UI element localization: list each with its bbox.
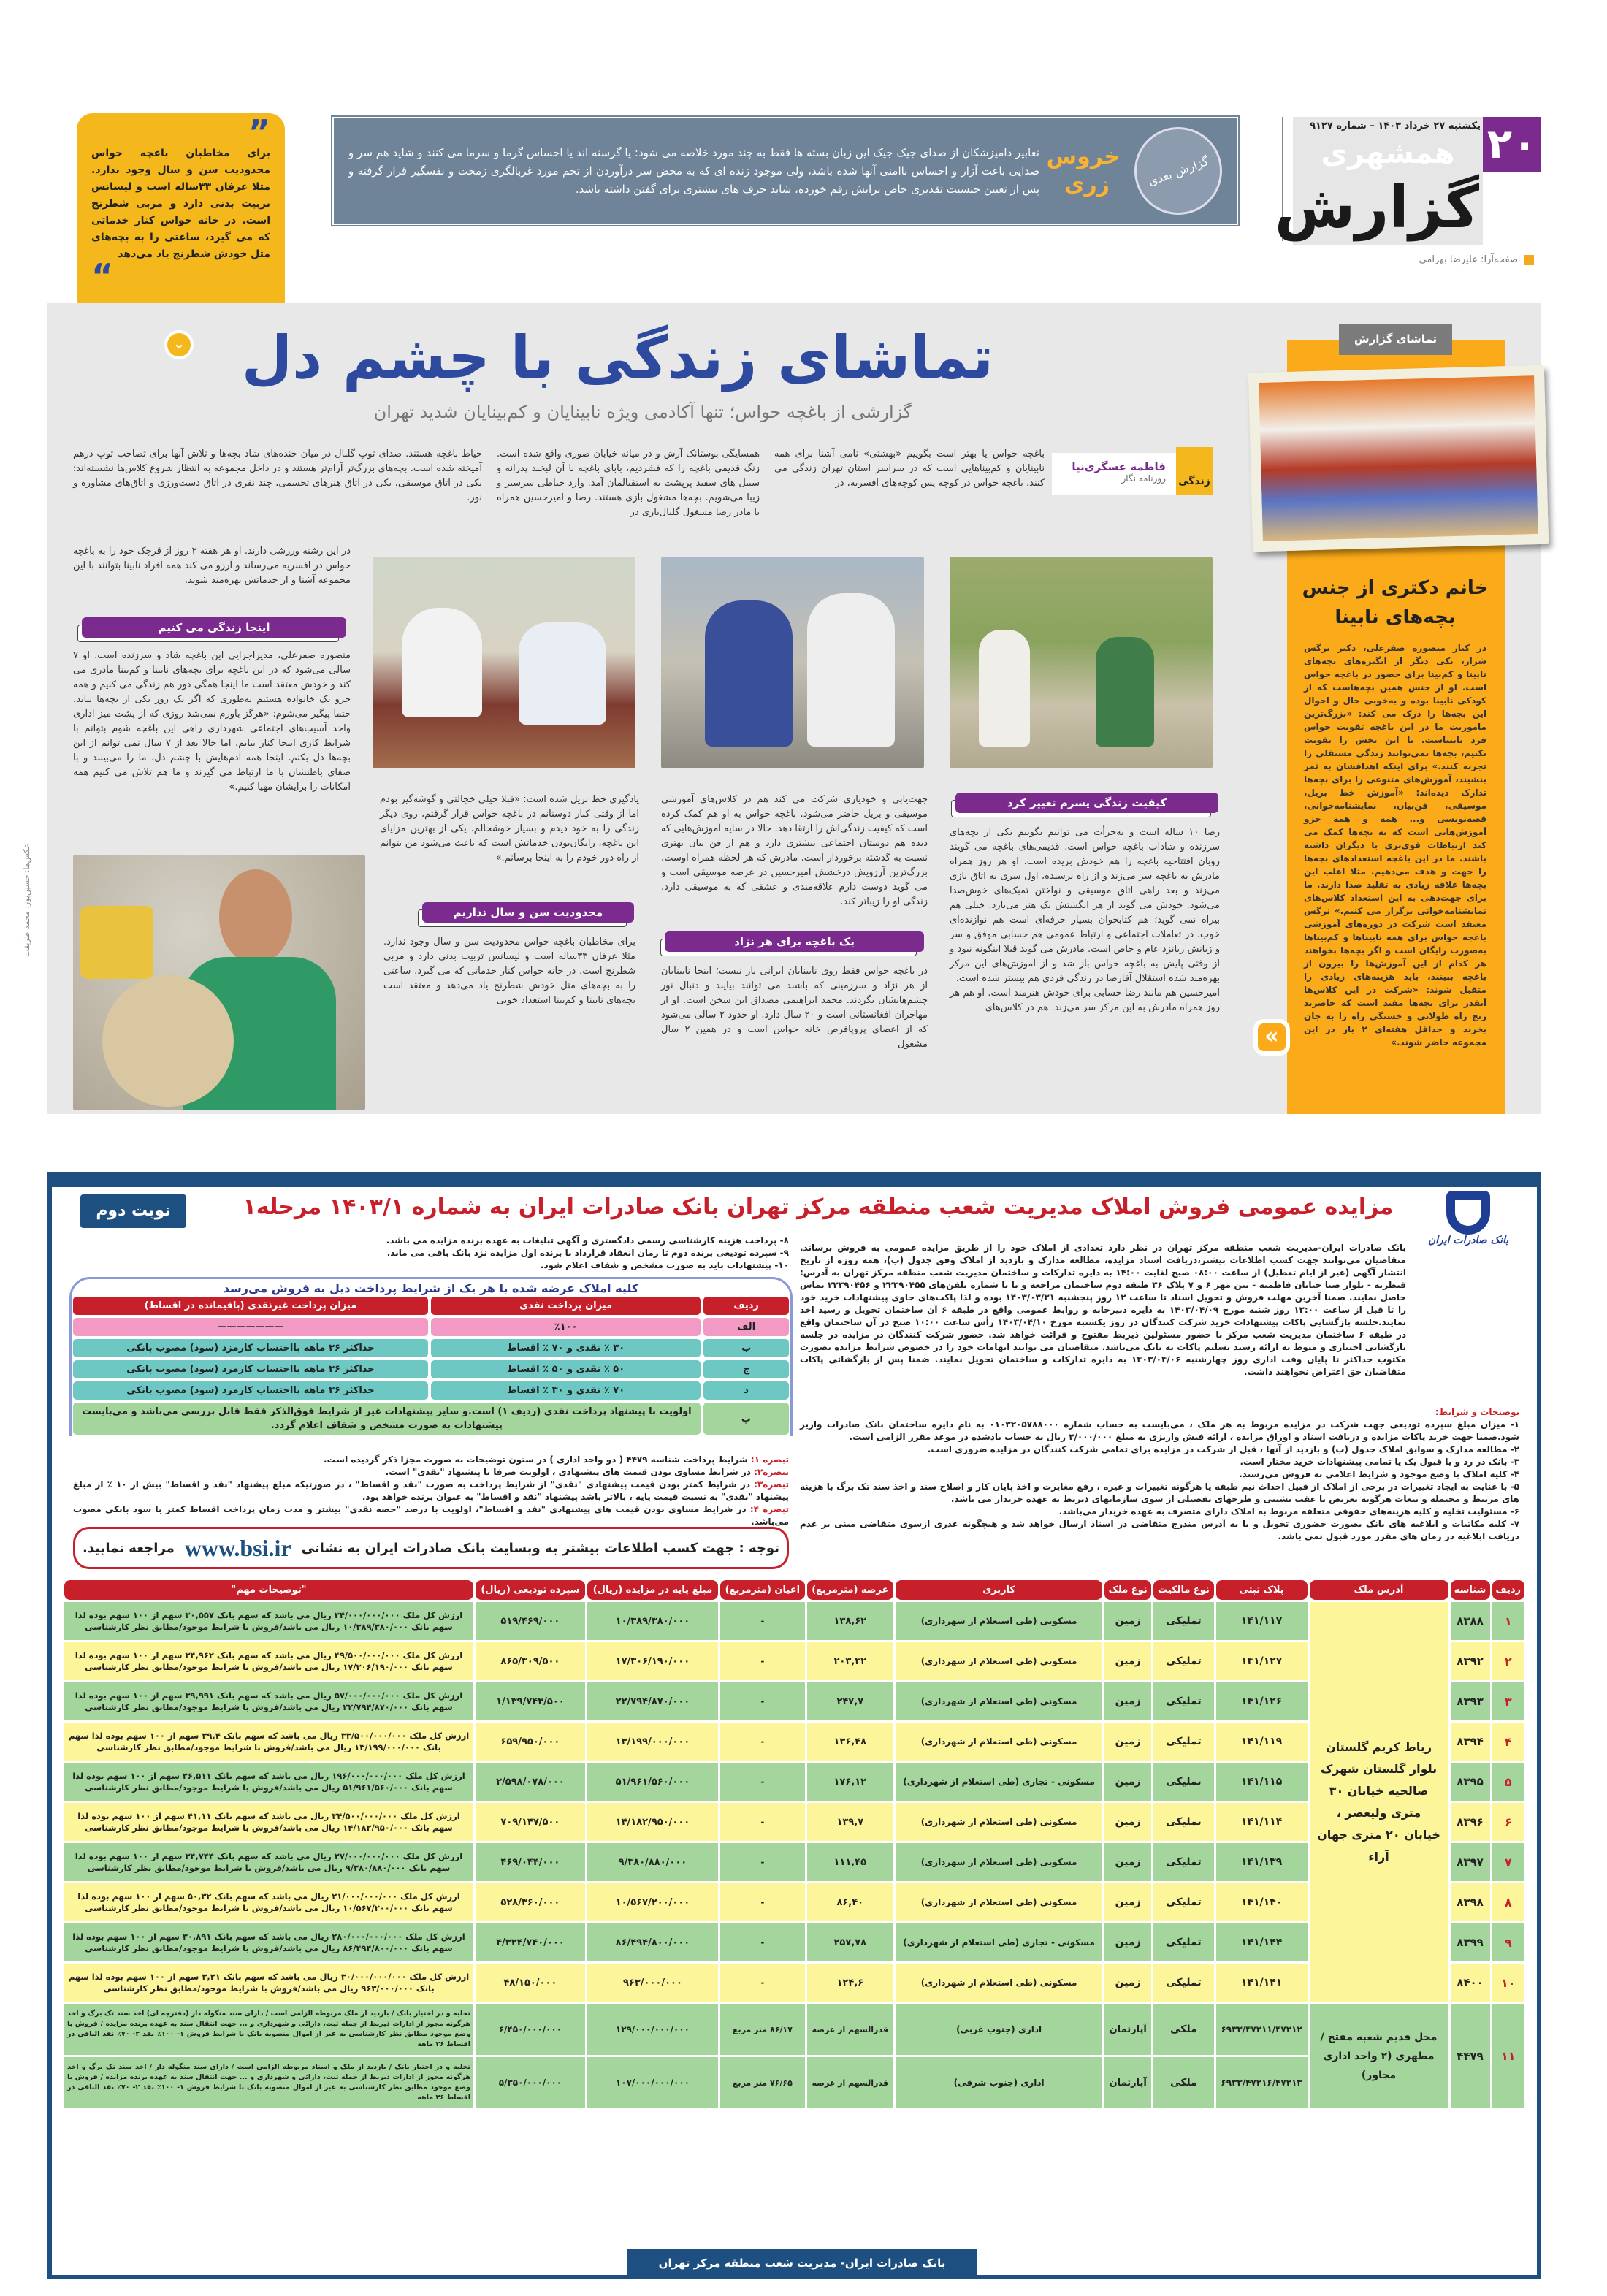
subheading-garden-for-every-race: یک باغچه برای هر نژاد	[665, 931, 924, 952]
base-price: ۲۲/۷۹۴/۸۷۰/۰۰۰	[587, 1682, 718, 1720]
base-price: ۱۷/۳۰۶/۱۹۰/۰۰۰	[587, 1642, 718, 1680]
sidebar-title: خانم دکتری از جنس بچه‌های نابینا	[1302, 577, 1489, 628]
table-row	[64, 1843, 1524, 1881]
column-header: ردیف	[1492, 1580, 1524, 1600]
photo-blind-boy-cooking	[373, 557, 635, 768]
row-number: ۶	[1492, 1803, 1524, 1841]
property-address: محل قدیم شعبه مفتح / مطهری (۲ واحد اداری مجاور)	[1310, 2004, 1448, 2108]
base-price: ۹۶۳/۰۰۰/۰۰۰	[587, 1964, 718, 2002]
column-header: سپرده تودیعی (ریال)	[476, 1580, 585, 1600]
author-role: روزنامه نگار	[1121, 473, 1166, 484]
property-id: ۸۳۹۹	[1451, 1923, 1490, 1961]
payment-cash: ۳۰ ٪ نقدی و ۷۰ ٪ اقساط	[431, 1339, 701, 1357]
building-area: -	[720, 1803, 804, 1841]
condition-item: ۶- مسئولیت تخلیه و کلیه هزینه‌های حقوقی متعلقه مربوط به املاک دارای متصرف به عهده خریدار می‌باشد.	[1058, 1506, 1519, 1517]
building-area: ۷۶/۶۵ متر مربع	[720, 2057, 804, 2108]
pull-quote	[77, 113, 285, 325]
land-area: ۱۲۴,۶	[807, 1964, 893, 2002]
property-type: زمین	[1104, 1923, 1151, 1961]
article-paragraph: باغچه حواس یا بهتر است بگوییم «بهشتی» نامی آشنا برای همه نابینایان و کم‌بیناهایی است که در سراسر استان تهران زندگی می کنند. باغچه حواس در کوچه پس کوچه‌های افسریه، در	[774, 449, 1045, 489]
table-row	[64, 1682, 1524, 1720]
sidebar-photo-playroom	[1248, 365, 1549, 552]
property-id: ۸۴۰۰	[1451, 1964, 1490, 2002]
issue-date: یکشنبه ۲۷ خرداد ۱۴۰۳ – شماره ۹۱۲۷	[1309, 121, 1481, 131]
table-row	[64, 1803, 1524, 1841]
deposit-amount: ۵/۳۵۰/۰۰۰/۰۰۰	[476, 2057, 585, 2108]
deposit-amount: ۲/۵۹۸/۰۷۸/۰۰۰	[476, 1763, 585, 1801]
land-area: قدرالسهم از عرصه	[807, 2004, 893, 2055]
note-item: تبصره ۱: شرایط پرداخت شناسه ۴۴۷۹ ( دو واحد اداری ) در ستون توضیحات به صورت مجزا ذکر گردیده است.	[324, 1454, 789, 1465]
payment-credit: حداکثر ۳۶ ماهه بااحتساب کارمزد (سود) مصوب بانکی	[73, 1381, 428, 1400]
registration-plate: ۱۴۱/۱۱۷	[1216, 1602, 1308, 1640]
ownership-type: تملیکی	[1153, 1803, 1214, 1841]
condition-item: ۲- مطالعه مدارک و سوابق املاک جدول (ب) و بازدید از آنها ، قبل از شرکت در مزایده برای تمامی شرکت کنندگان در مزایده ضروری است.	[927, 1444, 1519, 1454]
property-usage: مسکونی (طی استعلام از شهرداری)	[896, 1803, 1102, 1841]
property-id: ۸۳۸۸	[1451, 1602, 1490, 1640]
building-area: -	[720, 1923, 804, 1961]
property-usage: مسکونی (طی استعلام از شهرداری)	[896, 1964, 1102, 2002]
property-type: آپارتمان	[1104, 2004, 1151, 2055]
article-paragraph: همسایگی بوستانک آرش و در میانه خیابان صوری واقع شده است. زنگ قدیمی باغچه را که فشردیم، بابای باغچه با آن لبخند پدرانه و سبیل های سفید پرپشت به استقبالمان آمد. وارد حیاطی سرسبز و زیبا می‌شویم. بچه‌ها مشغول بازی هستند. رضا و امیرحسین همراه با مادر رضا مشغول گلبال‌بازی در	[497, 449, 760, 518]
byline	[1052, 447, 1213, 495]
table-row	[64, 1763, 1524, 1801]
round-badge: نوبت دوم	[80, 1194, 186, 1228]
author-name: فاطمه عسگری‌نیا	[1072, 460, 1166, 473]
row-number: ۳	[1492, 1682, 1524, 1720]
important-notes: ارزش کل ملک ۴۹/۵۰۰/۰۰۰/۰۰۰ ریال می باشد که سهم بانک ۳۴,۹۶۲ سهم از ۱۰۰ سهم بوده لذا سهم بانک ۱۷/۳۰۶/۱۹۰/۰۰۰ ریال می باشد/فروش با شرایط موجود/مطابق نظر کارشناسی	[64, 1642, 473, 1680]
marker-icon	[1524, 255, 1534, 265]
row-number: ۹	[1492, 1923, 1524, 1961]
registration-plate: ۶۹۳۳/۴۷۲۱۱/۴۷۲۱۲	[1216, 2004, 1308, 2055]
ownership-type: تملیکی	[1153, 1843, 1214, 1881]
registration-plate: ۱۴۱/۱۴۰	[1216, 1883, 1308, 1921]
column-header: نوع ملک	[1104, 1580, 1151, 1600]
payment-terms-title: کلیه املاک عرضه شده با هر یک از شرایط پرداخت ذیل به فروش می‌رسد	[223, 1281, 639, 1295]
column-header: پلاک ثبتی	[1216, 1580, 1308, 1600]
payment-row	[72, 1359, 790, 1380]
property-usage: مسکونی (طی استعلام از شهرداری)	[896, 1723, 1102, 1761]
teaser-title: خروس زری	[1046, 144, 1120, 197]
note-label: تبصره۳:	[749, 1479, 789, 1490]
table-row	[64, 1964, 1524, 2002]
important-notes: ارزش کل ملک ۳۳/۵۰۰/۰۰۰/۰۰۰ ریال می باشد که سهم بانک ۳۹,۴ سهم از ۱۰۰ سهم بوده لذا سهم بانک ۱۳/۱۹۹/۰۰۰/۰۰۰ ریال می باشد/فروش با شرایط موجود/مطابق نظر کارشناسی	[64, 1723, 473, 1761]
column-header: کاربری	[896, 1580, 1102, 1600]
website-link[interactable]: www.bsi.ir	[184, 1534, 291, 1561]
building-area: ۸۶/۱۷ متر مربع	[720, 2004, 804, 2055]
bank-logo: بانک صادرات ایران	[1421, 1191, 1516, 1264]
property-id: ۸۳۹۷	[1451, 1843, 1490, 1881]
row-number: ۱۱	[1492, 2004, 1524, 2108]
payment-row-id: ج	[703, 1360, 789, 1378]
building-area: -	[720, 1883, 804, 1921]
important-notes: ارزش کل ملک ۵۷/۰۰۰/۰۰۰/۰۰۰ ریال می باشد که سهم بانک ۳۹,۹۹۱ سهم از ۱۰۰ سهم بوده لذا سهم بانک ۲۲/۷۹۴/۸۷۰/۰۰۰ ریال می باشد/فروش با شرایط موجود/مطابق نظر کارشناسی	[64, 1682, 473, 1720]
land-area: ۲۴۷,۷	[807, 1682, 893, 1720]
registration-plate: ۱۴۱/۱۱۴	[1216, 1803, 1308, 1841]
article-paragraph: جهت‌یابی و خودیاری شرکت می کند هم در کلاس‌های آموزشی موسیقی و بریل حاضر می‌شود. باغچه حواس به او هم کمک کرده است که کیفیت زندگی‌اش را ارتقا دهد. حالا در سایه آموزش‌هایی که دیده هم دوستان اجتماعی بیشتری دارد و هم از فن بیان بهتری نسبت به گذشته برخوردار است. مادرش که هر لحظه همراه اوست، بزرگ‌ترین آرزویش درخشش امیرحسین در عرصه موسیقی است و می گوید دوست دارم علاقه‌مندی و عشقی که به موسیقی دارد، زندگی او را زیباتر کند.	[661, 794, 928, 907]
condition-item: ۴- کلیه املاک با وضع موجود و شرایط اعلامی به فروش می‌رسند.	[1239, 1469, 1519, 1479]
next-report-stamp: گزارش بعدی	[1122, 115, 1234, 227]
base-price: ۱۰/۵۶۷/۲۰۰/۰۰۰	[587, 1883, 718, 1921]
chevron-left-icon[interactable]: «	[1253, 1019, 1290, 1056]
property-type: زمین	[1104, 1682, 1151, 1720]
payment-row-id: ردیف	[703, 1297, 789, 1315]
ownership-type: ملکی	[1153, 2057, 1214, 2108]
note-label: تبصره۲:	[750, 1467, 789, 1477]
conditions	[800, 1406, 1519, 1543]
building-area: -	[720, 1642, 804, 1680]
registration-plate: ۱۴۱/۱۱۵	[1216, 1763, 1308, 1801]
deposit-amount: ۷۰۹/۱۴۷/۵۰۰	[476, 1803, 585, 1841]
payment-cash: میزان پرداخت نقدی	[431, 1297, 701, 1315]
base-price: ۸۶/۴۹۴/۸۰۰/۰۰۰	[587, 1923, 718, 1961]
payment-row	[72, 1380, 790, 1401]
property-usage: مسکونی - تجاری (طی استعلام از شهرداری)	[896, 1923, 1102, 1961]
important-notes: ارزش کل ملک ۲۷/۰۰۰/۰۰۰/۰۰۰ ریال می باشد که سهم بانک ۳۴,۷۴۴ سهم از ۱۰۰ سهم بوده لذا سهم بانک ۹/۳۸۰/۸۸۰/۰۰۰ ریال می باشد/فروش با شرایط موجود/مطابق نظر کارشناسی	[64, 1843, 473, 1881]
property-type: زمین	[1104, 1883, 1151, 1921]
payment-row-id: الف	[703, 1318, 789, 1336]
property-usage: مسکونی (طی استعلام از شهرداری)	[896, 1642, 1102, 1680]
sidebar-label: تماشای گزارش	[1339, 324, 1452, 355]
property-type: زمین	[1104, 1602, 1151, 1640]
property-type: زمین	[1104, 1763, 1151, 1801]
building-area: -	[720, 1843, 804, 1881]
registration-plate: ۱۴۱/۱۲۷	[1216, 1642, 1308, 1680]
row-number: ۸	[1492, 1883, 1524, 1921]
payment-cash: ٪۱۰۰	[431, 1318, 701, 1336]
payment-priority-text: اولویت با پیشنهاد پرداخت نقدی (ردیف ۱) است.و سایر پیشنهادات غیر از شرایط فوق‌الذکر فقط قابل بررسی می‌باشد و می‌بایست پیشنهادات به صورت مشخص و شفاف اعلام گردد.	[73, 1403, 701, 1435]
payment-row-id: د	[703, 1381, 789, 1400]
property-table	[62, 1578, 1527, 2110]
article-paragraph: منصوره صفرعلی، مدیراجرایی این باغچه شاد و سرزنده است. او ۷ سالی می‌شود که در این باغچه برای بچه‌های نابینا و کم‌بینا مادری می کند و خودش معتقد است ما اینجا همگی دور هم زندگی می کنیم و همه جزو یک خانواده هستیم به‌طوری که اگر یک روز یکی از بچه‌ها نیاید، حتما پیگیر می‌شوم: «هرگز باورم نمی‌شد روزی که از پشت میز اداری واحد آسیب‌های اجتماعی شهرداری راهی این باغچه شوم بتوانم با شرایط کاری اینجا کنار بیایم. اما حالا بعد از ۷ سال نمی توانم از این بچه‌ها دل بکنم. اینجا همه آدم‌هایش با چشم دل، ما را می‌بینند و با صفای باطنشان با ما ارتباط می گیرند و ما هم تلاش می کنیم همه امکانات را برایشان مهیا کنیم.»	[73, 650, 351, 793]
next-report-teaser[interactable]	[332, 117, 1238, 225]
payment-terms-table	[69, 1277, 793, 1436]
payment-credit: ———————	[73, 1318, 428, 1336]
column-header: شناسه	[1451, 1580, 1490, 1600]
section-title: گزارش	[1274, 173, 1479, 241]
property-usage: مسکونی (طی استعلام از شهرداری)	[896, 1883, 1102, 1921]
article-paragraph: یادگیری خط بریل شده است: «قبلا خیلی خجالتی و گوشه‌گیر بودم اما از وقتی کنار دوستانم در باغچه حواس قرار گرفتم، روی دیگر زندگی را به خود دیدم و بسیار خوشحالم. یکی از بهترین مزایای این باغچه، رایگان‌بودن خدماتش است که باعث می‌شود من بتوانم از راه دور خودم را به اینجا برسانم.»	[380, 794, 639, 863]
condition-item: ۱۰- پیشنهادات باید به صورت مشخص و شفاف اعلام شود.	[540, 1260, 789, 1270]
registration-plate: ۱۴۱/۱۱۹	[1216, 1723, 1308, 1761]
website-note: توجه : جهت کسب اطلاعات بیشتر به وبسایت بانک صادرات ایران به نشانی www.bsi.ir مراجعه نمایید.	[73, 1527, 789, 1569]
building-area: -	[720, 1763, 804, 1801]
ownership-type: تملیکی	[1153, 1923, 1214, 1961]
payment-cash: ۵۰ ٪ نقدی و ۵۰ ٪ اقساط	[431, 1360, 701, 1378]
page-number-badge: ۲۰	[1483, 117, 1541, 172]
base-price: ۱۰/۳۸۹/۳۸۰/۰۰۰	[587, 1602, 718, 1640]
property-usage: مسکونی (طی استعلام از شهرداری)	[896, 1682, 1102, 1720]
article-paragraph: در این رشته ورزشی دارند. او هر هفته ۲ روز از قرچک خود را به باغچه حواس در افسریه می‌رساند و آرزو می کند همه افراد نابینا بتوانند با این مجموعه آشنا و از خدماتش بهره‌مند شوند.	[73, 546, 351, 586]
photo-mother-and-son	[661, 557, 924, 768]
column-header: "توضیحات مهم"	[64, 1580, 473, 1600]
ownership-type: ملکی	[1153, 2004, 1214, 2055]
payment-credit: میزان پرداخت غیرنقدی (باقیمانده در اقساط)	[73, 1297, 428, 1315]
property-type: زمین	[1104, 1803, 1151, 1841]
article-paragraph: برای مخاطبان باغچه حواس محدودیت سن و سال وجود ندارد. مثلا عرفان ۳۳ساله است و لیسانس تربیت بدنی دارد و مربی شطرنج است. در خانه حواس کنار خدماتی که می گیرد، ساعتی را به بچه‌های مثل خودش شطرنج یاد می‌دهد و معتقد است بچه‌های نابینا و کم‌بینا استعداد خوبی	[383, 937, 636, 1006]
property-id: ۸۳۹۵	[1451, 1763, 1490, 1801]
deposit-amount: ۱/۱۳۹/۷۴۳/۵۰۰	[476, 1682, 585, 1720]
condition-item: ۵- با عنایت به ایجاد تغییرات در برخی از املاک از قبیل احداث نیم طبقه یا هرگونه تغییرات و غیره ، رفع مغایرت و اخذ پایان کار و اصلاح سند و اخذ سند تک برگ با هزینه های مرتبط و محتمله و تبعات هرگونه تعریض یا عقب نشینی و طرحهای تفصیلی از سوی سازمانهای ذیربط به عهده خریدار می باشد.	[800, 1481, 1519, 1504]
base-price: ۹/۳۸۰/۸۸۰/۰۰۰	[587, 1843, 718, 1881]
deposit-amount: ۵۱۹/۴۶۹/۰۰۰	[476, 1602, 585, 1640]
property-id: ۴۴۷۹	[1451, 2004, 1490, 2108]
property-type: زمین	[1104, 1843, 1151, 1881]
registration-plate: ۱۴۱/۱۳۹	[1216, 1843, 1308, 1881]
building-area: -	[720, 1723, 804, 1761]
deposit-amount: ۶/۴۵۰/۰۰۰/۰۰۰	[476, 2004, 585, 2055]
important-notes: ارزش کل ملک ۱۹۶/۰۰۰/۰۰۰/۰۰۰ ریال می باشد که سهم بانک ۲۶,۵۱۱ سهم از ۱۰۰ سهم بوده لذا سهم بانک ۵۱/۹۶۱/۵۶۰/۰۰۰ ریال می باشد/فروش با شرایط موجود/مطابق نظر کارشناسی	[64, 1763, 473, 1801]
row-number: ۴	[1492, 1723, 1524, 1761]
photo-boy-with-daf	[73, 855, 365, 1110]
land-area: ۱۱۱,۴۵	[807, 1843, 893, 1881]
subheading-son-life-changed: کیفیت زندگی پسرم تغییر کرد	[955, 793, 1218, 813]
table-row	[64, 1923, 1524, 1961]
land-area: ۱۳۸,۶۲	[807, 1602, 893, 1640]
column-header: عرصه (مترمربع)	[807, 1580, 893, 1600]
category-label: زندگی	[1176, 447, 1213, 495]
registration-plate: ۶۹۳۳/۴۷۲۱۶/۴۷۲۱۳	[1216, 2057, 1308, 2108]
base-price: ۱۳/۱۹۹/۰۰۰/۰۰۰	[587, 1723, 718, 1761]
note-item: تبصره ۴: در شرایط مساوی بودن قیمت های پیشنهادی "نقد و اقساط"، اولویت با درصد "حصه نقدی" بیشتر و مدت زمان پرداخت اقساط کمتر با سود بانکی مصوب می‌باشد.	[73, 1504, 789, 1527]
row-number: ۵	[1492, 1763, 1524, 1801]
important-notes: ارزش کل ملک ۳۴/۵۰۰/۰۰۰/۰۰۰ ریال می باشد که سهم بانک ۴۱,۱۱ سهم از ۱۰۰ سهم بوده لذا سهم بانک ۱۴/۱۸۲/۹۵۰/۰۰۰ ریال می باشد/فروش با شرایط موجود/مطابق نظر کارشناسی	[64, 1803, 473, 1841]
quote-open-icon: ”	[248, 112, 270, 152]
ownership-type: تملیکی	[1153, 1642, 1214, 1680]
condition-item: ۳- بانک در رد و یا قبول یک یا تمامی پیشنهادات خرید مختار است.	[1240, 1457, 1519, 1467]
article-title: تماشای زندگی با چشم دل	[241, 324, 993, 392]
property-id: ۸۳۹۲	[1451, 1642, 1490, 1680]
article-subtitle: گزارشی از باغچه حواس؛ تنها آکادمی ویژه نابینایان و کم‌بینایان شدید تهران	[373, 402, 912, 422]
note-label: تبصره ۱:	[747, 1454, 789, 1465]
payment-credit: حداکثر ۳۶ ماهه بااحتساب کارمزد (سود) مصوب بانکی	[73, 1339, 428, 1357]
important-notes: ارزش کل ملک ۳۰/۰۰۰/۰۰۰/۰۰۰ ریال می باشد که سهم بانک ۳,۲۱ سهم از ۱۰۰ سهم بوده لذا سهم بانک ۹۶۳/۰۰۰/۰۰۰ ریال می باشد/فروش با شرایط موجود/مطابق نظر کارشناسی	[64, 1964, 473, 2002]
payment-header-row	[72, 1295, 790, 1316]
property-usage: مسکونی (طی استعلام از شهرداری)	[896, 1602, 1102, 1640]
land-area: ۲۰۳,۳۲	[807, 1642, 893, 1680]
land-area: ۱۳۶,۴۸	[807, 1723, 893, 1761]
ad-footer: بانک صادرات ایران- مدیریت شعب منطقه مرکز تهران	[627, 2249, 977, 2278]
building-area: -	[720, 1602, 804, 1640]
property-type: آپارتمان	[1104, 2057, 1151, 2108]
deposit-amount: ۸۶۵/۳۰۹/۵۰۰	[476, 1642, 585, 1680]
land-area: ۱۷۶,۱۲	[807, 1763, 893, 1801]
note-label: تبصره ۴:	[746, 1504, 789, 1514]
column-header: اعیان (مترمربع)	[720, 1580, 804, 1600]
ownership-type: تملیکی	[1153, 1602, 1214, 1640]
article-paragraph: حیاط باغچه هستند. صدای توپ گلبال در میان خنده‌های شاد بچه‌ها و تلاش آنها برای تصاحب توپ درهم آمیخته شده است. بچه‌های بزرگ‌تر آرام‌تر هستند و در داخل مجموعه به انتظار شروع کلاس‌ها نشسته‌اند؛ یکی در اتاق موسیقی، یکی در اتاق هنرهای تجسمی، چند نفری در اتاق دست‌ورزی و اتاق‌های مشاوره و نور.	[73, 449, 482, 503]
column-header: نوع مالکیت	[1153, 1580, 1214, 1600]
registration-plate: ۱۴۱/۱۴۱	[1216, 1964, 1308, 2002]
base-price: ۱۲۹/۰۰۰/۰۰۰/۰۰۰	[587, 2004, 718, 2055]
deposit-amount: ۴۶۹/۰۴۴/۰۰۰	[476, 1843, 585, 1881]
subheading-we-live-here: اینجا زندگی می کنیم	[82, 617, 346, 638]
ownership-type: تملیکی	[1153, 1763, 1214, 1801]
registration-plate: ۱۴۱/۱۴۴	[1216, 1923, 1308, 1961]
deposit-amount: ۴/۳۲۴/۷۴۰/۰۰۰	[476, 1923, 585, 1961]
base-price: ۱۰۷/۰۰۰/۰۰۰/۰۰۰	[587, 2057, 718, 2108]
base-price: ۱۴/۱۸۲/۹۵۰/۰۰۰	[587, 1803, 718, 1841]
photo-credit: عکس‌ها: حسین‌پور، محمد طریقت	[22, 843, 31, 957]
table-row	[64, 1883, 1524, 1921]
ownership-type: تملیکی	[1153, 1964, 1214, 2002]
quote-close-icon: “	[91, 256, 114, 296]
property-usage: اداری (جنوب غربی)	[896, 2004, 1102, 2055]
property-address: رباط کریم گلستان بلوار گلستان شهرک صالحیه خیابان ۳۰ متری ولیعصر ، خیابان ۲۰ متری جهان آراء	[1310, 1602, 1448, 2002]
property-usage: اداری (جنوب شرقی)	[896, 2057, 1102, 2108]
condition-item: ۸- پرداخت هزینه کارشناسی رسمی دادگستری و آگهی تبلیغات به عهده برنده مزایده می باشد.	[386, 1235, 789, 1246]
property-type: زمین	[1104, 1964, 1151, 2002]
ad-intro: بانک صادرات ایران-مدیریت شعب منطقه مرکز تهران در نظر دارد تعدادی از املاک خود را از طریق مزایده عمومی به فروش برساند. متقاضیان می‌توانند جهت کسب اطلاعات بیشتر،دریافت اسناد مزایده، مطالعه مدارک و بازدید از املاک وفق جدول (ب)، همه روزه از تاریخ انتشار آگهی (غیر از ایام تعطیل) از ساعت ۰۸:۰۰ صبح لغایت ۱۴:۰۰ به دایره تدارکات و ساختمان مدیریت شعب منطقه مرکز تهران به آدرس: قیطریه - بلوار صبا خیابان فاطمیه - بین مهر ۶ و ۷ پلاک ۳۶ طبقه دوم ساختمان مراجعه و یا با شماره تلفن‌های ۲۲۳۹۰۴۵۵ و ۲۲۳۹۰۴۵۶ تماس حاصل نمایند. ضمنا آخرین مهلت فروش و تحویل اسناد تا ساعت ۱۲ روز پنجشنبه ۱۴۰۳/۰۳/۳۱ بوده و لذا پاکت‌های حاوی پیشنهادات خرید خود را تا قبل از ساعت ۱۳:۰۰ روز شنبه مورخ ۱۴۰۳/۰۴/۰۹ به دایره دبیرخانه و روابط عمومی واقع در طبقه ۶ آن ساختمان تحویل و رسید اخذ نمایند.جلسه بازگشایی پاکات پیشنهادات خرید شرکت کنندگان در روز یکشنبه مورخ ۱۴۰۳/۰۴/۱۰ رأس ساعت ۱۰:۰۰ صبح در آن ساختمان واقع در طبقه ۶ ساختمان مدیریت شعب مرکز با حضور مسئولین ذیربط مفتوح و قرائت خواهد شد. حضور شرکت کنندگان در مزایده در جلسه بازگشایی اختیاری و منوط به ارائه رسید تسلیم پاکات به بانک می‌باشد. متقاضیان می توانند ابهامات خود را در خصوص شرایط مزایده بصورت مکتوب حداکثر تا پایان وقت اداری روز چهارشنبه ۱۴۰۳/۰۴/۰۶ به دایره تدارکات و ساختمان تحویل نمایند. ضمنا پس از بازگشائی پاکات متقاضیان حق اعتراض نخواهند داشت.	[800, 1243, 1407, 1377]
property-type: زمین	[1104, 1642, 1151, 1680]
article-paragraph: در باغچه حواس فقط روی نابینایان ایرانی باز نیست؛ اینجا نابینایان از هر نژاد و سرزمینی که باشند می توانند بیایند و دنبال نور چشم‌هایشان بگردند. محمد ابراهیمی مصداق این سخن است. او از مهاجران افغانستانی است و ۲۰ سال دارد. او حدود ۲ سالی می‌شود که از اعضای پروپاقرص خانه حواس است و در همین ۲ سال مشغول	[661, 966, 928, 1050]
important-notes: ارزش کل ملک ۲۱/۰۰۰/۰۰۰/۰۰۰ ریال می باشد که سهم بانک ۵۰,۳۲ سهم از ۱۰۰ سهم بوده لذا سهم بانک ۱۰/۵۶۷/۲۰۰/۰۰۰ ریال می باشد/فروش با شرایط موجود/مطابق نظر کارشناسی	[64, 1883, 473, 1921]
ownership-type: تملیکی	[1153, 1682, 1214, 1720]
payment-row	[72, 1338, 790, 1359]
photo-playing-goalball	[950, 557, 1213, 768]
payment-row-priority	[72, 1401, 790, 1436]
ownership-type: تملیکی	[1153, 1723, 1214, 1761]
row-number: ۲	[1492, 1642, 1524, 1680]
paper-logo: همشهری	[1321, 137, 1455, 170]
chevron-down-icon: ⌄	[164, 330, 194, 359]
sidebar-text: در کنار منصوره صفرعلی، دکتر نرگس شرار، یکی دیگر از انگیزه‌های بچه‌های نابینا و کم‌بینا برای حضور در باغچه حواس است. او از جنس همین بچه‌هاست که از کودکی نابینا بوده و به‌خوبی حال و احوال این بچه‌ها را درک می کند: «بزرگ‌ترین ماموریت ما در این باغچه تقویت حواس فرد نابیناست. تا این بخش را تقویت نکنیم، بچه‌ها نمی‌توانند زندگی مستقلی را تجربه کنند.» برای اینکه اهدافشان به ثمر بنشیند، آموزش‌های متنوعی را برای بچه‌ها تدارک دیده‌اند: «آموزش خط بریل، موسیقی، فن‌بیان، نمایشنامه‌خوانی، قصه‌نویسی و... همه و همه جزو آموزش‌هایی است که به بچه‌ها کمک می کند ارتباطات قوی‌تری با دیگران داشته باشند. ما در این باغچه استعدادهای بچه‌ها را جهت و هدف می‌دهیم. مثلا اغلب این بچه‌ها علاقه زیادی به تقلید صدا دارند. ما برای جهت‌دهی به این استعداد کلاس‌های نمایشنامه‌خوانی برگزار می کنیم.» نرگس معتقد است شرکت در دوره‌های آموزشی باغچه حواس برای همه نابیناها و کم‌بیناها به‌صورت رایگان است و اگر بچه‌ها بخواهند هر کدام از این آموزش‌ها را بیرون از باغچه ببینند، باید هزینه‌های زیادی را متقبل شوند: «شرکت در این کلاس‌ها آنقدر برای بچه‌ها مفید است که حاضرند رنج راه طولانی و خستگی راه را به جان بخرند و حداقل هفته‌ای ۲ بار در این مجموعه حاضر شوند.»	[1304, 643, 1487, 1048]
payment-credit: حداکثر ۳۶ ماهه بااحتساب کارمزد (سود) مصوب بانکی	[73, 1360, 428, 1378]
land-area: ۸۶,۴۰	[807, 1883, 893, 1921]
important-notes: تخلیه و در اختیار بانک / بازدید از ملک و اسناد مربوطه الزامی است / دارای سند منگوله دار / اخذ سند تک برگ و اخذ هرگونه مجوز از ادارات ذیربط از جمله ثبت، دارائی و شهرداری و ... جهت انتقال سند به عهده برنده مزایده / فروش با وضع موجود مطابق نظر کارشناسی به غیر از اموال منصوبه بانک با شرایط فروش ۱- ۱۰۰٪ نقد ۲- ۷۰٪ نقد الباقی در اقساط ۳۶ ماهه	[64, 2057, 473, 2108]
building-area: -	[720, 1682, 804, 1720]
table-row	[64, 2004, 1524, 2055]
payment-row-id: پ	[703, 1403, 789, 1435]
important-notes: ارزش کل ملک ۳۴/۰۰۰/۰۰۰/۰۰۰ ریال می باشد که سهم بانک ۳۰,۵۵۷ سهم از ۱۰۰ سهم بوده لذا سهم بانک ۱۰/۳۸۹/۳۸۰/۰۰۰ ریال می باشد/فروش با شرایط موجود/مطابق نظر کارشناسی	[64, 1602, 473, 1640]
table-header-row	[64, 1580, 1524, 1600]
property-usage: مسکونی - تجاری (طی استعلام از شهرداری)	[896, 1763, 1102, 1801]
note-item: تبصره۲: در شرایط مساوی بودن قیمت های پیشنهادی ، اولویت صرفا با پیشنهاد "نقدی" است.	[385, 1467, 789, 1477]
condition-item: ۷- کلیه مکاتبات و ابلاغیه های بانک بصورت حضوری تحویل و یا به آدرس مندرج متقاضی در اسناد ارسال خواهد شد و هیچگونه عذری ازسوی متقاضی مبنی بر عدم دریافت ابلاغیه در زمان های مقرر مورد قبول نمی باشد.	[800, 1519, 1519, 1541]
land-area: ۲۵۷,۷۸	[807, 1923, 893, 1961]
designer-credit: صفحه‌آرا: علیرضا بهرامی	[1256, 254, 1534, 265]
bank-emblem-icon	[1446, 1191, 1490, 1235]
condition-item: ۱- میزان مبلغ سپرده تودیعی جهت شرکت در مزایده مربوط به هر ملک ، می‌بایست به حساب شماره ۰۱۰۳۲۰۵۷۸۸۰۰۰ به نام دایره ساختمان بانک صادرات واریز شود.ضمنا جهت خرید پاکات مزایده و دریافت اسناد و اوراق مزایده ، ارائه فیش واریزی به مبلغ ۲/۰۰۰/۰۰۰ ریال به حساب یادشده در موعد مقرر الزامی است.	[800, 1419, 1519, 1442]
conditions-continued	[73, 1235, 789, 1272]
registration-plate: ۱۴۱/۱۲۶	[1216, 1682, 1308, 1720]
deposit-amount: ۴۸/۱۵۰/۰۰۰	[476, 1964, 585, 2002]
property-usage: مسکونی (طی استعلام از شهرداری)	[896, 1843, 1102, 1881]
note-item: تبصره۳: در شرایط کمتر بودن قیمت پیشنهادی "نقدی" از شرایط پرداخت به صورت "نقد و اقساط" ، در صورتیکه مبلغ پیشنهاد "نقد و اقساط" بیش از ۱۰ ٪ از مبلغ پیشنهاد "نقدی" به نسبت قیمت پایه ، بالاتر باشد پیشنهاد "نقد و اقساط" به عنوان برنده خواهد بود.	[73, 1479, 789, 1502]
base-price: ۵۱/۹۶۱/۵۶۰/۰۰۰	[587, 1763, 718, 1801]
property-id: ۸۳۹۸	[1451, 1883, 1490, 1921]
condition-item: ۹- سپرده تودیعی برنده دوم تا زمان انعقاد قرارداد با برنده اول مزایده نزد بانک باقی می ماند.	[386, 1248, 789, 1258]
important-notes: ارزش کل ملک ۲۸۰/۰۰۰/۰۰۰/۰۰۰ ریال می باشد که سهم بانک ۳۰,۸۹۱ سهم از ۱۰۰ سهم بوده لذا سهم بانک ۸۶/۴۹۴/۸۰۰/۰۰۰ ریال می باشد/فروش با شرایط موجود/مطابق نظر کارشناسی	[64, 1923, 473, 1961]
payment-row-id: ب	[703, 1339, 789, 1357]
subheading-no-age-limit: محدودیت سن و سال نداریم	[422, 902, 634, 923]
deposit-amount: ۶۵۹/۹۵۰/۰۰۰	[476, 1723, 585, 1761]
payment-cash: ۷۰ ٪ نقدی و ۳۰ ٪ اقساط	[431, 1381, 701, 1400]
property-id: ۸۳۹۴	[1451, 1723, 1490, 1761]
article-paragraph: رضا ۱۰ ساله است و به‌جرأت می توانیم بگوییم یکی از بچه‌های سرزنده و شاداب باغچه حواس است. قدیمی‌های باغچه می گویند روبان افتتاحیه باغچه را هم خودش بریده است. او هر روز همراه مادرش به باغچه سر می‌زند و از راه نرسیده، اول سری به اتاق بازی می‌زند و بعد راهی اتاق موسیقی و نواختن تمبک‌های خوش‌صدا می‌شود. خودش می گوید از هر انگشتش یک هنر می‌بارد. خیلی هم بیراه نمی گوید؛ هم کتابخوان بسیار حرفه‌ای است هم نوازنده‌ای خوب. در تعاملات اجتماعی و ارتباط عمومی هم حسابی موفق و سر و زبانش زبانزد عام و خاص است. مادرش می گوید قبلا اینگونه نبود و از وقتی پایش به باغچه حواس باز شد و از آموزش‌های این مرکز بهره‌مند شده استقلال آقارضا در زندگی فردی هم بیشتر شده است. امیرحسین هم مانند رضا حسابی برای خودش هنرمند است. او هم هر روز همراه مادرش به این مرکز سر می‌زند. هم در کلاس‌های	[950, 827, 1220, 1013]
column-header: مبلغ پایه در مزایده (ریال)	[587, 1580, 718, 1600]
land-area: ۱۳۹,۷	[807, 1803, 893, 1841]
row-number: ۷	[1492, 1843, 1524, 1881]
payment-row	[72, 1316, 790, 1338]
row-number: ۱۰	[1492, 1964, 1524, 2002]
property-type: زمین	[1104, 1723, 1151, 1761]
ownership-type: تملیکی	[1153, 1883, 1214, 1921]
teaser-text: تعابیر دامپزشکان از صدای جیک جیک این زبان بسته ها فقط به چند مورد خلاصه می شود: یا گرسنه اند یا احساس گرما و سرما می کنند و شاید هم سر و صدایی باعث آزار و احساس ناامنی آنها شده باشد، ولی موجود زنده ای که به محض سر درآوردن از تخم مورد غربالگری زمخت و نفسگیر قرار گرفته و پس از تعیین جنسیت تقدیری خاص برایش رقم خورده، شاید حرف های بیشتری برای گفتن داشته باشد.	[348, 145, 1039, 196]
property-id: ۸۳۹۶	[1451, 1803, 1490, 1841]
table-row	[64, 1602, 1524, 1640]
table-row	[64, 1723, 1524, 1761]
row-number: ۱	[1492, 1602, 1524, 1640]
property-id: ۸۳۹۳	[1451, 1682, 1490, 1720]
quote-text: برای مخاطبان باغچه حواس محدودیت سن و سال وجود ندارد. مثلا عرفان ۳۳ساله است و لیسانس تربیت بدنی دارد و مربی شطرنج است. در خانه حواس کنار خدماتی که می گیرد، ساعتی را به بچه‌های مثل خودش شطرنج یاد می‌دهد	[91, 148, 271, 260]
conditions-title: توضیحات و شرایط:	[1435, 1407, 1519, 1417]
table-row	[64, 1642, 1524, 1680]
important-notes: تخلیه و در اختیار بانک / بازدید از ملک مربوطه الزامی است / دارای سند منگوله دار (دفترچه ای) اخذ سند تک برگ و اخذ هرگونه مجوز از ادارات ذیربط از جمله ثبت، دارائی و شهرداری و ... جهت انتقال سند به عهده برنده مزایده / فروش با وضع موجود مطابق نظر کارشناسی به غیر از اموال منصوبه بانک با شرایط فروش ۱- ۱۰۰٪ نقد ۲- ۷۰٪ نقد الباقی در اقساط ۳۶ ماهه	[64, 2004, 473, 2055]
notes	[73, 1454, 789, 1528]
ad-title: مزایده عمومی فروش املاک مدیریت شعب منطقه مرکز تهران بانک صادرات ایران به شماره ۱۴۰۳/۱ مرحله۱	[243, 1194, 1394, 1220]
land-area: قدرالسهم از عرصه	[807, 2057, 893, 2108]
deposit-amount: ۵۲۸/۳۶۰/۰۰۰	[476, 1883, 585, 1921]
building-area: -	[720, 1964, 804, 2002]
table-row	[64, 2057, 1524, 2108]
column-header: آدرس ملک	[1310, 1580, 1448, 1600]
